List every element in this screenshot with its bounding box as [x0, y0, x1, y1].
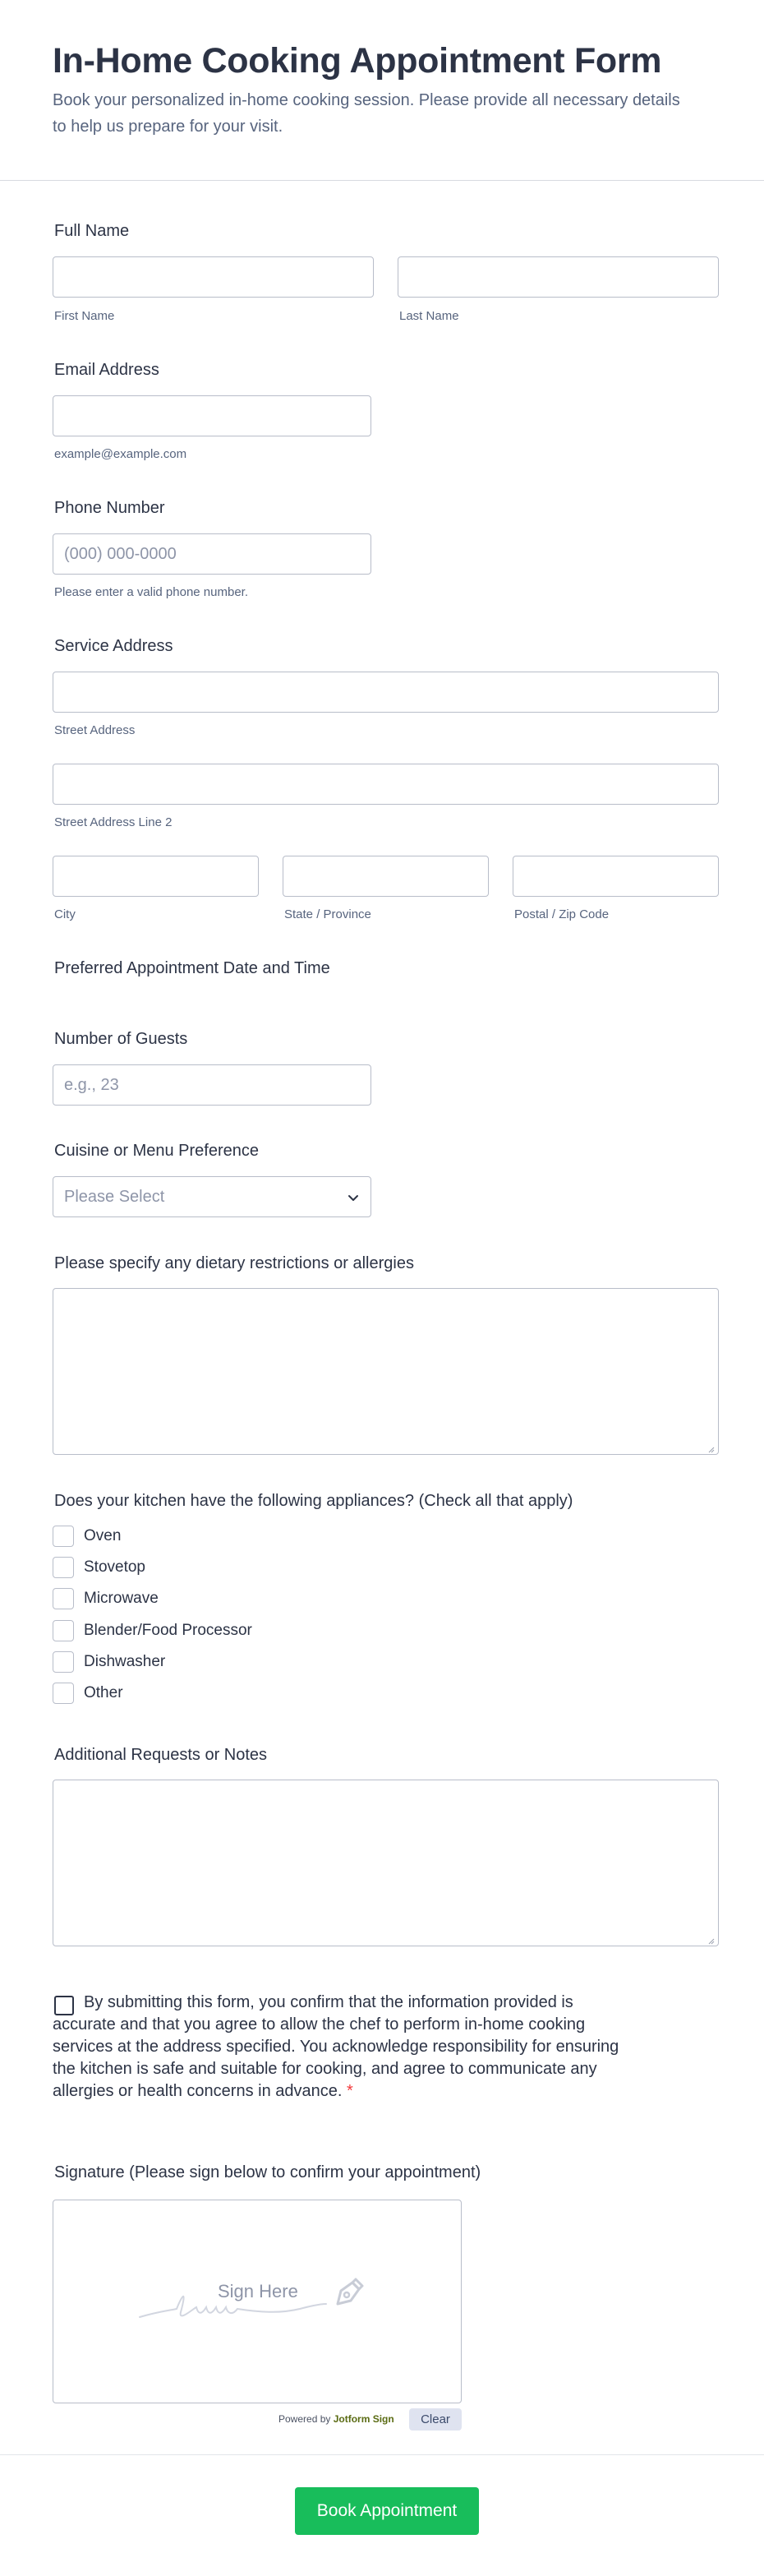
appliance-option-label: Oven [84, 1527, 122, 1544]
appliance-checkbox[interactable] [53, 1683, 74, 1704]
appliance-checkbox[interactable] [53, 1651, 74, 1673]
street-address-line2-input[interactable] [53, 764, 719, 805]
first-name-sublabel: First Name [54, 309, 115, 323]
address-label: Service Address [54, 637, 173, 655]
last-name-input[interactable] [398, 256, 719, 298]
last-name-sublabel: Last Name [399, 309, 459, 323]
chevron-down-icon [347, 1192, 359, 1207]
datetime-label: Preferred Appointment Date and Time [54, 959, 330, 977]
email-label: Email Address [54, 361, 159, 379]
full-name-label: Full Name [54, 222, 130, 240]
resize-grip-icon [706, 1934, 715, 1942]
appliance-checkbox[interactable] [53, 1526, 74, 1547]
consent-text-body: By submitting this form, you confirm that the information provided is accurate and that you agree to allow the chef to perform in-home cooking services at the address specified. You acknowledge responsibility for ensuring the kitchen is safe and suitable for cooking, and agree to communicate any allergies or health concerns in advance. [53, 1993, 619, 2100]
phone-placeholder: (000) 000-0000 [64, 545, 177, 563]
signature-pad[interactable] [53, 2200, 462, 2403]
consent-text [53, 1992, 628, 2103]
form-header [0, 0, 764, 181]
appliance-checkbox[interactable] [53, 1588, 74, 1609]
phone-sublabel: Please enter a valid phone number. [54, 585, 248, 599]
form-title: In-Home Cooking Appointment Form [53, 41, 662, 81]
street-address-input[interactable] [53, 672, 719, 713]
city-input[interactable] [53, 856, 259, 897]
email-sublabel: example@example.com [54, 447, 187, 461]
appliance-option-label: Other [84, 1684, 123, 1701]
first-name-input[interactable] [53, 256, 374, 298]
city-sublabel: City [54, 907, 76, 921]
book-appointment-button[interactable]: Book Appointment [295, 2487, 479, 2535]
street-address-line2-sublabel: Street Address Line 2 [54, 815, 173, 829]
cuisine-selected-value: Please Select [64, 1188, 165, 1206]
dietary-textarea[interactable] [53, 1288, 719, 1455]
cuisine-label: Cuisine or Menu Preference [54, 1142, 260, 1160]
signature-label: Signature (Please sign below to confirm your appointment) [54, 2163, 481, 2181]
powered-by-prefix: Powered by [278, 2413, 331, 2425]
appliance-checkbox[interactable] [53, 1620, 74, 1641]
powered-by-text [278, 2413, 394, 2425]
form-subtitle: Book your personalized in-home cooking session. Please provide all necessary details to help us prepare for your visit. [53, 91, 680, 136]
notes-label: Additional Requests or Notes [54, 1746, 268, 1764]
clear-signature-button[interactable]: Clear [409, 2408, 462, 2431]
email-input[interactable] [53, 395, 371, 436]
guests-placeholder: e.g., 23 [64, 1076, 119, 1094]
resize-grip-icon [706, 1443, 715, 1451]
state-sublabel: State / Province [284, 907, 371, 921]
phone-label: Phone Number [54, 499, 165, 517]
guests-label: Number of Guests [54, 1030, 188, 1048]
phone-input[interactable] [53, 533, 371, 575]
zip-sublabel: Postal / Zip Code [514, 907, 610, 921]
guests-input[interactable] [53, 1064, 371, 1106]
appliance-checkbox[interactable] [53, 1557, 74, 1578]
street-address-sublabel: Street Address [54, 723, 136, 737]
appliances-label: Does your kitchen have the following appliances? (Check all that apply) [54, 1492, 573, 1510]
cuisine-select[interactable] [53, 1176, 371, 1217]
signature-placeholder: Sign Here [218, 2281, 298, 2301]
appliance-option-label: Blender/Food Processor [84, 1622, 252, 1639]
state-input[interactable] [283, 856, 489, 897]
zip-input[interactable] [513, 856, 719, 897]
appliance-option-label: Microwave [84, 1590, 159, 1607]
dietary-label: Please specify any dietary restrictions or allergies [54, 1254, 414, 1272]
pen-nib-icon [331, 2276, 366, 2311]
required-asterisk: * [347, 2082, 353, 2100]
appliance-option-label: Stovetop [84, 1558, 145, 1576]
jotform-sign-brand: Jotform Sign [333, 2413, 394, 2425]
notes-textarea[interactable] [53, 1780, 719, 1946]
appliance-option-label: Dishwasher [84, 1653, 166, 1670]
